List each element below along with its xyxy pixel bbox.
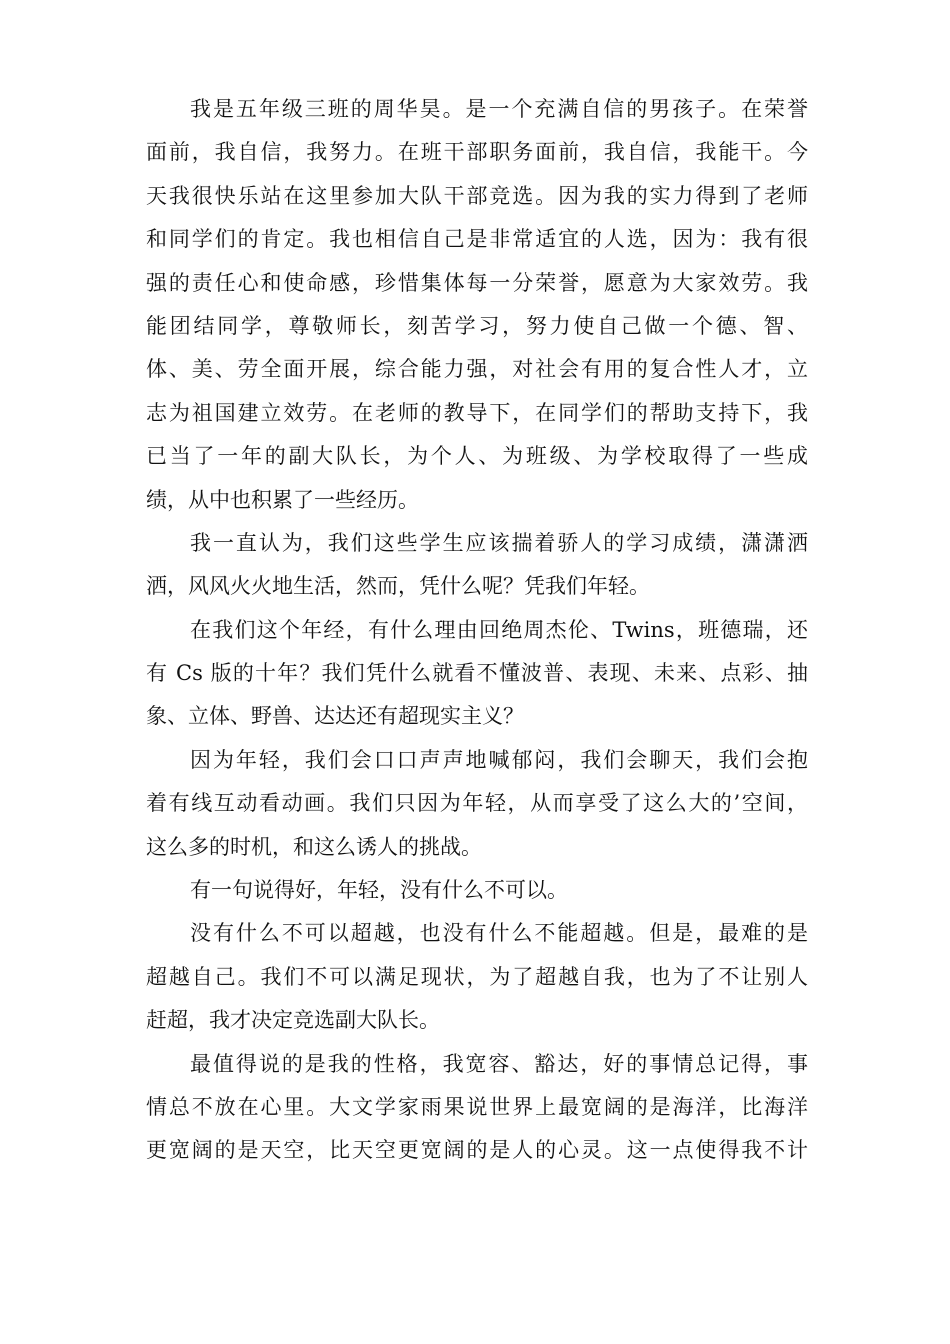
text-line: 我一直认为，我们这些学生应该揣着骄人的学习成绩，潇潇洒 xyxy=(190,530,808,555)
text-line: 志为祖国建立效劳。在老师的教导下，在同学们的帮助支持下，我 xyxy=(146,400,808,425)
text-line: 有 Cs 版的十年？我们凭什么就看不懂波普、表现、未来、点彩、抽 xyxy=(146,661,808,686)
text-line: 绩，从中也积累了一些经历。 xyxy=(146,487,419,512)
text-line: 洒，风风火火地生活，然而，凭什么呢？凭我们年轻。 xyxy=(146,574,650,599)
text-line: 和同学们的肯定。我也相信自己是非常适宜的人选，因为：我有很 xyxy=(146,227,808,252)
paragraph-1 xyxy=(146,88,808,522)
text-line: 没有什么不可以超越，也没有什么不能超越。但是，最难的是 xyxy=(190,921,808,946)
paragraph-6 xyxy=(146,912,808,1042)
paragraph-3 xyxy=(146,609,808,739)
text-line: 象、立体、野兽、达达还有超现实主义？ xyxy=(146,704,524,729)
text-line: 天我很快乐站在这里参加大队干部竞选。因为我的实力得到了老师 xyxy=(146,183,808,208)
text-line: 更宽阔的是天空，比天空更宽阔的是人的心灵。这一点使得我不计 xyxy=(146,1138,808,1163)
text-line: 情总不放在心里。大文学家雨果说世界上最宽阔的是海洋，比海洋 xyxy=(146,1094,808,1119)
text-line: 因为年轻，我们会口口声声地喊郁闷，我们会聊天，我们会抱 xyxy=(190,747,808,772)
text-line: 在我们这个年经，有什么理由回绝周杰伦、Twins，班德瑞，还 xyxy=(190,617,808,642)
text-line: 面前，我自信，我努力。在班干部职务面前，我自信，我能干。今 xyxy=(146,140,808,165)
text-line: 赶超，我才决定竞选副大队长。 xyxy=(146,1008,440,1033)
paragraph-5 xyxy=(146,869,808,912)
text-line: 能团结同学，尊敬师长，刻苦学习，努力使自己做一个德、智、 xyxy=(146,313,808,338)
document-body xyxy=(146,88,808,1173)
text-line: 超越自己。我们不可以满足现状，为了超越自我，也为了不让别人 xyxy=(146,964,808,989)
text-line: 有一句说得好，年轻，没有什么不可以。 xyxy=(190,878,568,903)
text-line: 我是五年级三班的周华昊。是一个充满自信的男孩子。在荣誉 xyxy=(190,97,808,121)
paragraph-2 xyxy=(146,522,808,609)
paragraph-4 xyxy=(146,739,808,869)
text-line: 着有线互动看动画。我们只因为年轻，从而享受了这么大的’空间， xyxy=(146,791,808,816)
text-line: 这么多的时机，和这么诱人的挑战。 xyxy=(146,834,482,859)
text-line: 体、美、劳全面开展，综合能力强，对社会有用的复合性人才，立 xyxy=(146,357,808,382)
text-line: 强的责任心和使命感，珍惜集体每一分荣誉，愿意为大家效劳。我 xyxy=(146,270,808,295)
paragraph-7 xyxy=(146,1043,808,1173)
text-line: 最值得说的是我的性格，我宽容、豁达，好的事情总记得，事 xyxy=(190,1051,808,1076)
text-line: 已当了一年的副大队长，为个人、为班级、为学校取得了一些成 xyxy=(146,444,808,469)
